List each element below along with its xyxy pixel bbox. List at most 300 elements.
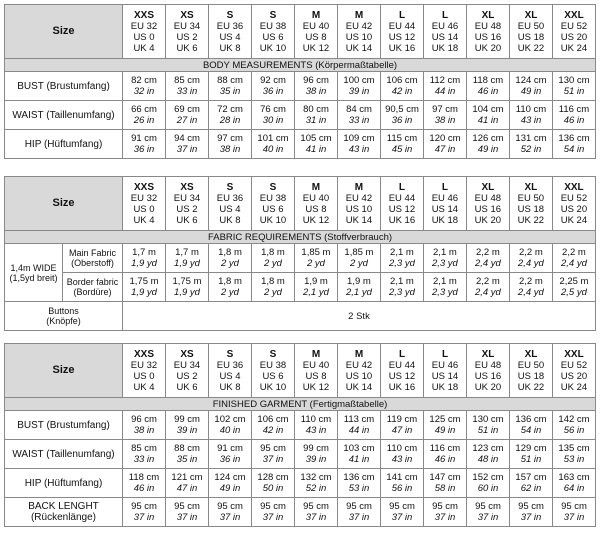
measurement-cell — [252, 130, 295, 159]
measurement-cell — [381, 498, 424, 527]
measurement-cell — [166, 101, 209, 130]
size-eu: EU 34 — [173, 20, 201, 32]
imperial-value: 37 in — [477, 512, 499, 523]
size-uk: UK 12 — [302, 214, 330, 226]
metric-value: 109 cm — [343, 133, 375, 144]
measurement-cell — [510, 411, 553, 440]
fabric-cell — [166, 244, 209, 273]
imperial-value: 52 in — [520, 144, 542, 155]
size-uk: UK 6 — [176, 381, 198, 393]
size-eu: EU 42 — [345, 359, 373, 371]
imperial-value: 52 in — [305, 483, 327, 494]
size-column-header — [424, 344, 467, 398]
size-uk: UK 10 — [259, 42, 287, 54]
metric-value: 2,2 m — [518, 247, 543, 258]
fabric-cell — [166, 273, 209, 302]
metric-value: 1,8 m — [261, 276, 285, 287]
size-letter: XXL — [564, 9, 584, 21]
imperial-value: 2,4 yd — [517, 258, 544, 269]
fabric-cell — [466, 273, 509, 302]
size-us: US 10 — [345, 31, 373, 43]
measurement-cell — [209, 72, 252, 101]
size-letter: XS — [180, 9, 194, 21]
measurement-cell — [338, 440, 381, 469]
measurement-cell — [510, 130, 553, 159]
size-us: US 4 — [219, 31, 241, 43]
size-eu: EU 48 — [474, 20, 502, 32]
measurement-cell — [467, 411, 510, 440]
measurement-cell — [424, 440, 467, 469]
size-uk: UK 24 — [560, 381, 588, 393]
measurement-cell — [338, 72, 381, 101]
size-us: US 6 — [262, 31, 284, 43]
imperial-value: 53 in — [348, 483, 370, 494]
size-eu: EU 42 — [345, 192, 373, 204]
metric-value: 113 cm — [343, 414, 375, 425]
metric-value: 95 cm — [174, 501, 200, 512]
metric-value: 135 cm — [558, 443, 590, 454]
size-column-header — [381, 5, 424, 59]
size-column-header — [294, 177, 337, 231]
metric-value: 136 cm — [343, 472, 375, 483]
metric-value: 132 cm — [300, 472, 332, 483]
size-letter: XL — [481, 348, 495, 360]
imperial-value: 35 in — [219, 86, 241, 97]
measurement-cell — [467, 101, 510, 130]
measurement-cell — [295, 101, 338, 130]
table-row — [5, 498, 596, 527]
measurement-cell — [381, 130, 424, 159]
imperial-value: 37 in — [348, 512, 370, 523]
size-letter: XS — [180, 348, 194, 360]
row-label: HIP (Hüftumfang) — [5, 130, 123, 159]
measurement-cell — [338, 101, 381, 130]
imperial-value: 2,1 yd — [303, 287, 329, 298]
metric-value: 106 cm — [257, 414, 289, 425]
size-us: US 14 — [431, 203, 459, 215]
imperial-value: 37 in — [262, 454, 284, 465]
size-uk: UK 16 — [388, 381, 416, 393]
metric-value: 123 cm — [472, 443, 504, 454]
size-us: US 12 — [388, 370, 416, 382]
metric-value: 1,8 m — [218, 276, 242, 287]
size-eu: EU 38 — [259, 359, 287, 371]
size-eu: EU 52 — [560, 20, 588, 32]
size-us: US 16 — [474, 370, 502, 382]
imperial-value: 1,9 yd — [131, 258, 157, 269]
imperial-value: 2,4 yd — [474, 258, 501, 269]
metric-value: 99 cm — [303, 443, 329, 454]
size-column-header — [423, 177, 466, 231]
imperial-value: 2,3 yd — [431, 287, 458, 298]
size-column-header — [553, 5, 596, 59]
metric-value: 103 cm — [343, 443, 375, 454]
imperial-value: 48 in — [477, 454, 499, 465]
measurement-cell — [295, 469, 338, 498]
imperial-value: 2 yd — [263, 287, 282, 298]
metric-value: 95 cm — [346, 501, 372, 512]
size-eu: EU 50 — [517, 20, 545, 32]
size-header-row — [5, 177, 596, 231]
size-eu: EU 40 — [302, 359, 330, 371]
size-label: Size — [5, 5, 123, 59]
size-uk: UK 8 — [219, 381, 241, 393]
measurement-cell — [123, 498, 166, 527]
metric-value: 104 cm — [472, 104, 504, 115]
measurement-cell — [338, 469, 381, 498]
size-column-header — [381, 344, 424, 398]
size-letter: L — [441, 181, 448, 193]
size-letter: S — [269, 9, 277, 21]
metric-value: 76 cm — [260, 104, 286, 115]
fabric-cell — [251, 273, 294, 302]
fabric-cell — [123, 244, 166, 273]
size-letter: XXS — [134, 181, 155, 193]
imperial-value: 36 in — [391, 115, 413, 126]
size-column-header — [337, 177, 380, 231]
fabric-type-line2: (Oberstoff) — [71, 258, 114, 268]
size-us: US 10 — [345, 203, 373, 215]
fabric-cell — [208, 273, 251, 302]
fabric-cell — [552, 273, 595, 302]
measurement-cell — [510, 498, 553, 527]
imperial-value: 43 in — [391, 454, 413, 465]
measurement-cell — [209, 101, 252, 130]
size-eu: EU 44 — [388, 359, 416, 371]
metric-value: 116 cm — [558, 104, 590, 115]
measurement-cell — [166, 411, 209, 440]
imperial-value: 37 in — [262, 512, 284, 523]
size-letter: S — [226, 348, 234, 360]
metric-value: 96 cm — [303, 75, 329, 86]
measurement-cell — [338, 498, 381, 527]
size-eu: EU 32 — [130, 20, 158, 32]
measurement-cell — [553, 72, 596, 101]
size-uk: UK 24 — [560, 42, 588, 54]
metric-value: 124 cm — [515, 75, 547, 86]
metric-value: 2,2 m — [562, 247, 586, 258]
metric-value: 2,2 m — [476, 276, 500, 287]
size-us: US 6 — [262, 370, 284, 382]
buttons-value: 2 Stk — [123, 302, 596, 331]
buttons-row — [5, 302, 596, 331]
metric-value: 88 cm — [174, 443, 200, 454]
size-eu: EU 52 — [560, 359, 588, 371]
fabric-type-label — [63, 273, 123, 302]
size-column-header — [208, 177, 251, 231]
size-uk: UK 10 — [259, 381, 287, 393]
size-eu: EU 50 — [517, 192, 545, 204]
size-uk: UK 18 — [431, 42, 459, 54]
size-column-header — [123, 177, 166, 231]
size-column-header — [466, 177, 509, 231]
size-letter: S — [226, 9, 234, 21]
imperial-value: 40 in — [219, 425, 241, 436]
metric-value: 97 cm — [432, 104, 458, 115]
metric-value: 110 cm — [386, 443, 418, 454]
metric-value: 95 cm — [303, 501, 329, 512]
fabric-cell — [552, 244, 595, 273]
measurement-cell — [553, 130, 596, 159]
imperial-value: 49 in — [434, 425, 456, 436]
metric-value: 129 cm — [515, 443, 547, 454]
size-uk: UK 12 — [302, 381, 330, 393]
imperial-value: 2 yd — [220, 258, 239, 269]
imperial-value: 47 in — [391, 425, 413, 436]
size-us: US 10 — [345, 370, 373, 382]
size-us: US 20 — [560, 31, 588, 43]
fabric-cell — [466, 244, 509, 273]
measurement-cell — [467, 130, 510, 159]
imperial-value: 1,9 yd — [131, 287, 157, 298]
table-row — [5, 244, 596, 273]
metric-value: 2,1 m — [433, 276, 457, 287]
imperial-value: 58 in — [434, 483, 456, 494]
row-label: WAIST (Taillenumfang) — [5, 440, 123, 469]
fabric-cell — [337, 244, 380, 273]
table-row — [5, 411, 596, 440]
measurement-cell — [123, 101, 166, 130]
size-uk: UK 8 — [219, 214, 241, 226]
size-label: Size — [5, 177, 123, 231]
size-header-row — [5, 344, 596, 398]
measurement-cell — [553, 498, 596, 527]
size-uk: UK 6 — [176, 214, 198, 226]
size-letter: L — [398, 348, 406, 360]
imperial-value: 26 in — [133, 115, 155, 126]
size-uk: UK 4 — [133, 214, 155, 226]
size-letter: M — [311, 348, 321, 360]
size-uk: UK 12 — [302, 42, 330, 54]
imperial-value: 38 in — [305, 86, 327, 97]
imperial-value: 1,9 yd — [174, 287, 200, 298]
imperial-value: 1,9 yd — [174, 258, 200, 269]
imperial-value: 37 in — [219, 512, 241, 523]
imperial-value: 37 in — [563, 512, 585, 523]
imperial-value: 41 in — [477, 115, 499, 126]
metric-value: 85 cm — [174, 75, 200, 86]
metric-value: 1,9 m — [347, 276, 371, 287]
table-row — [5, 101, 596, 130]
size-letter: XXS — [133, 348, 154, 360]
metric-value: 95 cm — [217, 501, 243, 512]
table-row — [5, 440, 596, 469]
metric-value: 131 cm — [515, 133, 547, 144]
fabric-type-line1: Main Fabric — [69, 248, 117, 258]
size-eu: EU 42 — [345, 20, 373, 32]
imperial-value: 51 in — [563, 86, 585, 97]
imperial-value: 46 in — [133, 483, 155, 494]
metric-value: 136 cm — [515, 414, 547, 425]
metric-value: 1,85 m — [344, 247, 374, 258]
table-row — [5, 130, 596, 159]
size-us: US 14 — [431, 370, 459, 382]
metric-value: 128 cm — [257, 472, 289, 483]
size-uk: UK 18 — [431, 381, 459, 393]
imperial-value: 60 in — [477, 483, 499, 494]
imperial-value: 2,4 yd — [560, 258, 587, 269]
size-letter: L — [398, 9, 406, 21]
imperial-value: 2,3 yd — [388, 258, 415, 269]
imperial-value: 45 in — [391, 144, 413, 155]
imperial-value: 36 in — [133, 144, 155, 155]
metric-value: 102 cm — [214, 414, 246, 425]
imperial-value: 43 in — [348, 144, 370, 155]
metric-value: 120 cm — [429, 133, 461, 144]
fabric-type-label — [63, 244, 123, 273]
body-measurements-table — [4, 4, 596, 159]
size-uk: UK 4 — [133, 42, 155, 54]
measurement-cell — [467, 72, 510, 101]
fabric-cell — [208, 244, 251, 273]
metric-value: 82 cm — [131, 75, 157, 86]
metric-value: 118 cm — [472, 75, 504, 86]
size-us: US 6 — [262, 203, 284, 215]
size-us: US 16 — [474, 31, 502, 43]
metric-value: 124 cm — [214, 472, 246, 483]
metric-value: 95 cm — [260, 501, 286, 512]
measurement-cell — [381, 469, 424, 498]
imperial-value: 49 in — [477, 144, 499, 155]
measurement-cell — [209, 498, 252, 527]
measurement-cell — [381, 101, 424, 130]
fabric-cell — [294, 273, 337, 302]
imperial-value: 46 in — [477, 86, 499, 97]
metric-value: 110 cm — [300, 414, 332, 425]
imperial-value: 43 in — [305, 425, 327, 436]
size-uk: UK 16 — [388, 214, 416, 226]
buttons-label-line1: Buttons — [48, 306, 79, 316]
metric-value: 119 cm — [386, 414, 418, 425]
metric-value: 1,8 m — [218, 247, 242, 258]
size-us: US 18 — [517, 370, 545, 382]
imperial-value: 37 in — [391, 512, 413, 523]
size-eu: EU 38 — [259, 20, 287, 32]
size-column-header — [166, 344, 209, 398]
metric-value: 126 cm — [472, 133, 504, 144]
metric-value: 95 cm — [432, 501, 458, 512]
metric-value: 1,7 m — [132, 247, 156, 258]
size-uk: UK 20 — [474, 214, 502, 226]
size-column-header — [123, 5, 166, 59]
metric-value: 95 cm — [389, 501, 415, 512]
size-eu: EU 36 — [216, 20, 244, 32]
size-header-row — [5, 5, 596, 59]
metric-value: 141 cm — [386, 472, 418, 483]
imperial-value: 62 in — [520, 483, 542, 494]
measurement-cell — [166, 130, 209, 159]
body-measurements-title: BODY MEASUREMENTS (Körpermaßtabelle) — [5, 59, 596, 72]
measurement-cell — [510, 72, 553, 101]
imperial-value: 47 in — [434, 144, 456, 155]
size-uk: UK 14 — [345, 42, 373, 54]
size-eu: EU 32 — [130, 192, 158, 204]
measurement-cell — [123, 440, 166, 469]
imperial-value: 37 in — [176, 512, 198, 523]
metric-value: 1,85 m — [301, 247, 331, 258]
measurement-cell — [295, 411, 338, 440]
size-eu: EU 34 — [173, 359, 201, 371]
size-column-header — [552, 177, 595, 231]
size-column-header — [510, 5, 553, 59]
imperial-value: 42 in — [391, 86, 413, 97]
measurement-cell — [209, 411, 252, 440]
measurement-cell — [209, 130, 252, 159]
measurement-cell — [424, 101, 467, 130]
imperial-value: 2 yd — [306, 258, 325, 269]
measurement-cell — [381, 411, 424, 440]
metric-value: 2,2 m — [476, 247, 500, 258]
size-letter: XXS — [133, 9, 154, 21]
metric-value: 95 cm — [475, 501, 501, 512]
metric-value: 130 cm — [558, 75, 590, 86]
row-label: WAIST (Taillenumfang) — [5, 101, 123, 130]
imperial-value: 30 in — [262, 115, 284, 126]
measurement-cell — [338, 411, 381, 440]
imperial-value: 42 in — [262, 425, 284, 436]
size-us: US 4 — [219, 203, 241, 215]
imperial-value: 37 in — [176, 144, 198, 155]
imperial-value: 32 in — [133, 86, 155, 97]
imperial-value: 49 in — [520, 86, 542, 97]
imperial-value: 2 yd — [349, 258, 368, 269]
section-title-row — [5, 231, 596, 244]
metric-value: 97 cm — [217, 133, 243, 144]
metric-value: 94 cm — [174, 133, 200, 144]
size-eu: EU 46 — [431, 20, 459, 32]
row-label-line1: BACK LENGHT — [28, 501, 99, 512]
size-eu: EU 38 — [259, 192, 287, 204]
imperial-value: 28 in — [219, 115, 241, 126]
imperial-value: 53 in — [563, 454, 585, 465]
size-us: US 12 — [388, 203, 416, 215]
size-column-header — [295, 344, 338, 398]
measurement-cell — [252, 101, 295, 130]
measurement-cell — [295, 440, 338, 469]
size-letter: XS — [180, 181, 194, 193]
size-us: US 8 — [305, 203, 327, 215]
metric-value: 106 cm — [386, 75, 418, 86]
imperial-value: 37 in — [305, 512, 327, 523]
table-row — [5, 469, 596, 498]
measurement-cell — [381, 72, 424, 101]
size-uk: UK 22 — [517, 214, 545, 226]
metric-value: 1,7 m — [175, 247, 199, 258]
size-letter: XXL — [564, 181, 584, 193]
measurement-cell — [467, 469, 510, 498]
measurement-cell — [424, 411, 467, 440]
size-eu: EU 36 — [216, 359, 244, 371]
imperial-value: 36 in — [262, 86, 284, 97]
size-letter: XXL — [564, 348, 584, 360]
metric-value: 84 cm — [346, 104, 372, 115]
metric-value: 101 cm — [257, 133, 289, 144]
imperial-value: 64 in — [563, 483, 585, 494]
imperial-value: 2,4 yd — [517, 287, 544, 298]
fabric-cell — [337, 273, 380, 302]
size-eu: EU 48 — [474, 192, 502, 204]
size-us: US 8 — [305, 31, 327, 43]
imperial-value: 54 in — [520, 425, 542, 436]
size-us: US 20 — [560, 370, 588, 382]
table-row — [5, 273, 596, 302]
imperial-value: 51 in — [520, 454, 542, 465]
imperial-value: 38 in — [434, 115, 456, 126]
measurement-cell — [295, 130, 338, 159]
size-column-header — [295, 5, 338, 59]
size-uk: UK 16 — [388, 42, 416, 54]
metric-value: 112 cm — [429, 75, 461, 86]
